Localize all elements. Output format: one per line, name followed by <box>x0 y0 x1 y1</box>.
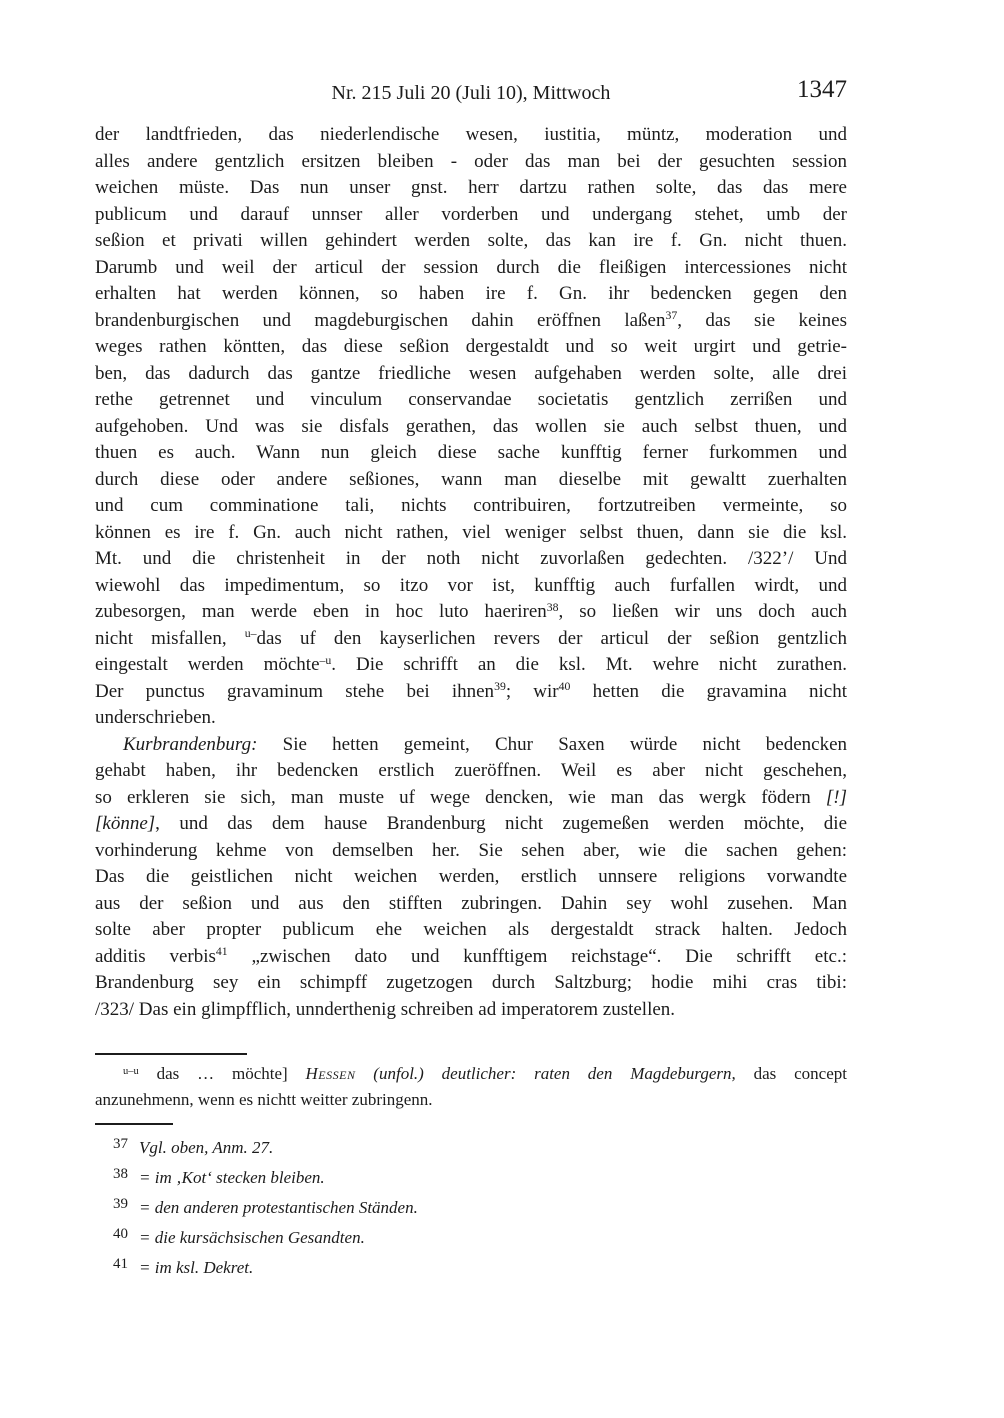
text-segment: rethe getrennet und vinculum conservandae societatis gentzlich zerrißen und <box>95 389 847 410</box>
text-segment: „zwischen dato und kunfftigem reichstage“. Die schrifft etc.: <box>227 945 847 967</box>
apparatus-note <box>95 1061 847 1113</box>
text-segment: weichen müste. Das nun unser gnst. herr dartzu rathen solte, das das mere <box>95 177 847 198</box>
text-line <box>95 626 847 653</box>
footnote-item <box>95 1191 847 1221</box>
text-segment: = die kursächsischen Gesandten. <box>139 1228 365 1247</box>
footnote-divider-rule <box>95 1123 173 1125</box>
footnote-item <box>95 1161 847 1191</box>
text-line <box>95 679 847 706</box>
text-line <box>95 705 847 732</box>
text-line <box>95 1061 847 1087</box>
superscript-note-mark: 39 <box>494 680 506 694</box>
text-segment: additis verbis <box>95 945 216 967</box>
text-segment: = im ksl. Dekret. <box>139 1258 254 1277</box>
text-segment: aus der seßion und aus den stifften zubringen. Dahin sey wohl zusehen. Man <box>95 892 847 914</box>
text-line <box>95 308 847 335</box>
text-line <box>95 440 847 467</box>
text-segment: durch diese oder andere seßiones, wann man dieselbe mit gewaltt zuerhalten <box>95 468 847 490</box>
text-segment: weges rathen köntten, das diese seßion dergestaldt und so weit urgirt und getrie- <box>95 336 847 357</box>
body-text <box>95 122 847 1023</box>
text-line <box>95 175 847 202</box>
text-line <box>95 811 847 838</box>
text-segment: [!] <box>825 786 847 808</box>
text-segment: , und das dem hause Brandenburg nicht zugemeßen werden möchte, die <box>155 813 847 834</box>
text-segment: , so ließen wir uns doch auch <box>558 601 848 622</box>
text-line <box>95 414 847 441</box>
text-line <box>95 228 847 255</box>
text-segment: Hessen <box>305 1064 356 1083</box>
text-segment: = im ‚Kot‘ stecken bleiben. <box>139 1168 325 1187</box>
text-line <box>95 1087 847 1113</box>
text-line <box>95 122 847 149</box>
footnote-list <box>95 1131 847 1281</box>
text-line <box>95 997 847 1024</box>
superscript-note-mark: u–u <box>123 1065 139 1077</box>
text-segment: das concept <box>735 1064 847 1083</box>
text-segment: der landtfrieden, das niederlendische wesen, iustitia, müntz, moderation und <box>95 124 847 145</box>
text-segment: , das sie keines <box>677 309 847 331</box>
text-segment: Vgl. oben, Anm. 27. <box>139 1138 274 1157</box>
running-head <box>95 78 847 108</box>
text-segment: eingestalt werden möchte <box>95 654 320 675</box>
text-segment: (unfol.) deutlicher: raten den Magdeburgern, <box>355 1064 736 1083</box>
text-segment: ben, das dadurch das gantze friedliche wesen aufgehaben werden solte, alle drei <box>95 362 847 384</box>
superscript-note-mark: 40 <box>558 680 571 694</box>
text-line <box>95 467 847 494</box>
superscript-note-mark: 38 <box>546 600 559 614</box>
text-line <box>95 546 847 573</box>
footnote-number: 39 <box>113 1196 128 1212</box>
text-segment: vorhinderung kehme von demselben her. Sie sehen aber, wie die sachen gehen: <box>95 839 847 861</box>
text-line <box>95 599 847 626</box>
text-segment: anzunehmenn, wenn es nichtt weitter zubringenn. <box>95 1090 433 1109</box>
running-head-title: Nr. 215 Juli 20 (Juli 10), Mittwoch <box>331 82 611 104</box>
text-line <box>95 944 847 971</box>
text-segment: aufgehoben. Und was sie disfals gerathen, das wollen sie auch selbst thuen, und <box>95 415 847 437</box>
text-segment: brandenburgischen und magdeburgischen dahin eröffnen laßen <box>95 309 666 331</box>
text-segment: /323/ Das ein glimpfflich, unnderthenig schreiben ad imperatorem zustellen. <box>95 998 676 1020</box>
apparatus-divider-rule <box>95 1053 247 1055</box>
text-segment: . Die schrifft an die ksl. Mt. wehre nicht zurathen. <box>331 654 847 675</box>
text-segment: zubesorgen, man werde eben in hoc luto haeriren <box>95 601 547 622</box>
footnote-number: 40 <box>113 1226 128 1242</box>
text-segment: so erkleren sie sich, man muste uf wege dencken, wie man das wergk födern <box>95 786 826 808</box>
text-line <box>95 732 847 759</box>
page-number: 1347 <box>797 76 847 103</box>
text-segment: solte aber propter publicum ehe weichen als dergestaldt strack halten. Jedoch <box>95 919 847 940</box>
text-segment: Der punctus gravaminum stehe bei ihnen <box>95 680 495 702</box>
text-segment: underschrieben. <box>95 707 216 728</box>
superscript-note-mark: u– <box>244 627 257 641</box>
text-line <box>95 334 847 361</box>
text-line <box>95 917 847 944</box>
text-segment: Brandenburg sey ein schimpff zugetzogen durch Saltzburg; hodie mihi cras tibi: <box>95 972 847 993</box>
text-line <box>95 573 847 600</box>
text-line <box>95 864 847 891</box>
footnote-item <box>95 1251 847 1281</box>
footnote-item <box>95 1131 847 1161</box>
text-line <box>95 202 847 229</box>
text-line <box>95 361 847 388</box>
footnote-number: 38 <box>113 1166 128 1182</box>
superscript-note-mark: –u <box>319 653 332 667</box>
text-line <box>95 785 847 812</box>
text-line <box>95 838 847 865</box>
text-segment: publicum und darauf unnser aller vorderben und undergang stehet, umb der <box>95 203 847 225</box>
footnote-number: 37 <box>113 1136 128 1152</box>
footnote-number: 41 <box>113 1256 128 1272</box>
superscript-note-mark: 41 <box>215 945 228 959</box>
text-segment: alles andere gentzlich ersitzen bleiben - oder das man bei der gesuchten session <box>95 150 847 172</box>
text-segment: nicht misfallen, <box>95 627 245 649</box>
text-block <box>95 78 847 1281</box>
text-segment: seßion et privati willen gehindert werden solte, das kan ire f. Gn. nicht thuen. <box>95 230 847 251</box>
text-segment: Sie hetten gemeint, Chur Saxen würde nicht bedencken <box>257 733 847 755</box>
text-segment: Kurbrandenburg: <box>123 733 258 755</box>
text-segment: = den anderen protestantischen Ständen. <box>139 1198 418 1217</box>
text-line <box>95 891 847 918</box>
text-line <box>95 758 847 785</box>
text-line <box>95 970 847 997</box>
text-segment: gehabt haben, ihr bedencken erstlich zueröffnen. Weil es aber nicht geschehen, <box>95 760 847 781</box>
text-line <box>95 520 847 547</box>
text-line <box>95 652 847 679</box>
text-line <box>95 255 847 282</box>
text-segment: thuen es auch. Wann nun gleich diese sache kunfftig ferner furkommen und <box>95 442 847 463</box>
text-segment: erhalten hat werden können, so haben ire f. Gn. ihr bedencken gegen den <box>95 283 847 304</box>
text-segment: ; wir <box>505 680 559 702</box>
text-segment: können es ire f. Gn. auch nicht rathen, viel weniger selbst thuen, dann sie die ksl. <box>95 521 847 543</box>
text-segment: Das die geistlichen nicht weichen werden, erstlich unnsere religions vorwandte <box>95 866 847 887</box>
text-line <box>95 149 847 176</box>
text-line <box>95 281 847 308</box>
superscript-note-mark: 37 <box>665 309 678 323</box>
text-segment: hetten die gravamina nicht <box>570 680 847 702</box>
footnote-item <box>95 1221 847 1251</box>
text-segment: das … möchte] <box>138 1064 306 1083</box>
text-line <box>95 387 847 414</box>
text-segment: Darumb und weil der articul der session durch die fleißigen intercessiones nicht <box>95 256 847 278</box>
text-segment: und cum comminatione tali, nichts contribuiren, fortzutreiben vermeinte, so <box>95 495 847 516</box>
text-segment: wiewohl das impedimentum, so itzo vor ist, kunfftig auch furfallen wirdt, und <box>95 574 847 596</box>
text-line <box>95 493 847 520</box>
text-segment: [könne] <box>95 813 156 834</box>
text-segment: das uf den kayserlichen revers der articul der seßion gentzlich <box>256 627 847 649</box>
text-segment: Mt. und die christenheit in der noth nicht zuvorlaßen gedechten. /322’/ Und <box>95 548 847 569</box>
